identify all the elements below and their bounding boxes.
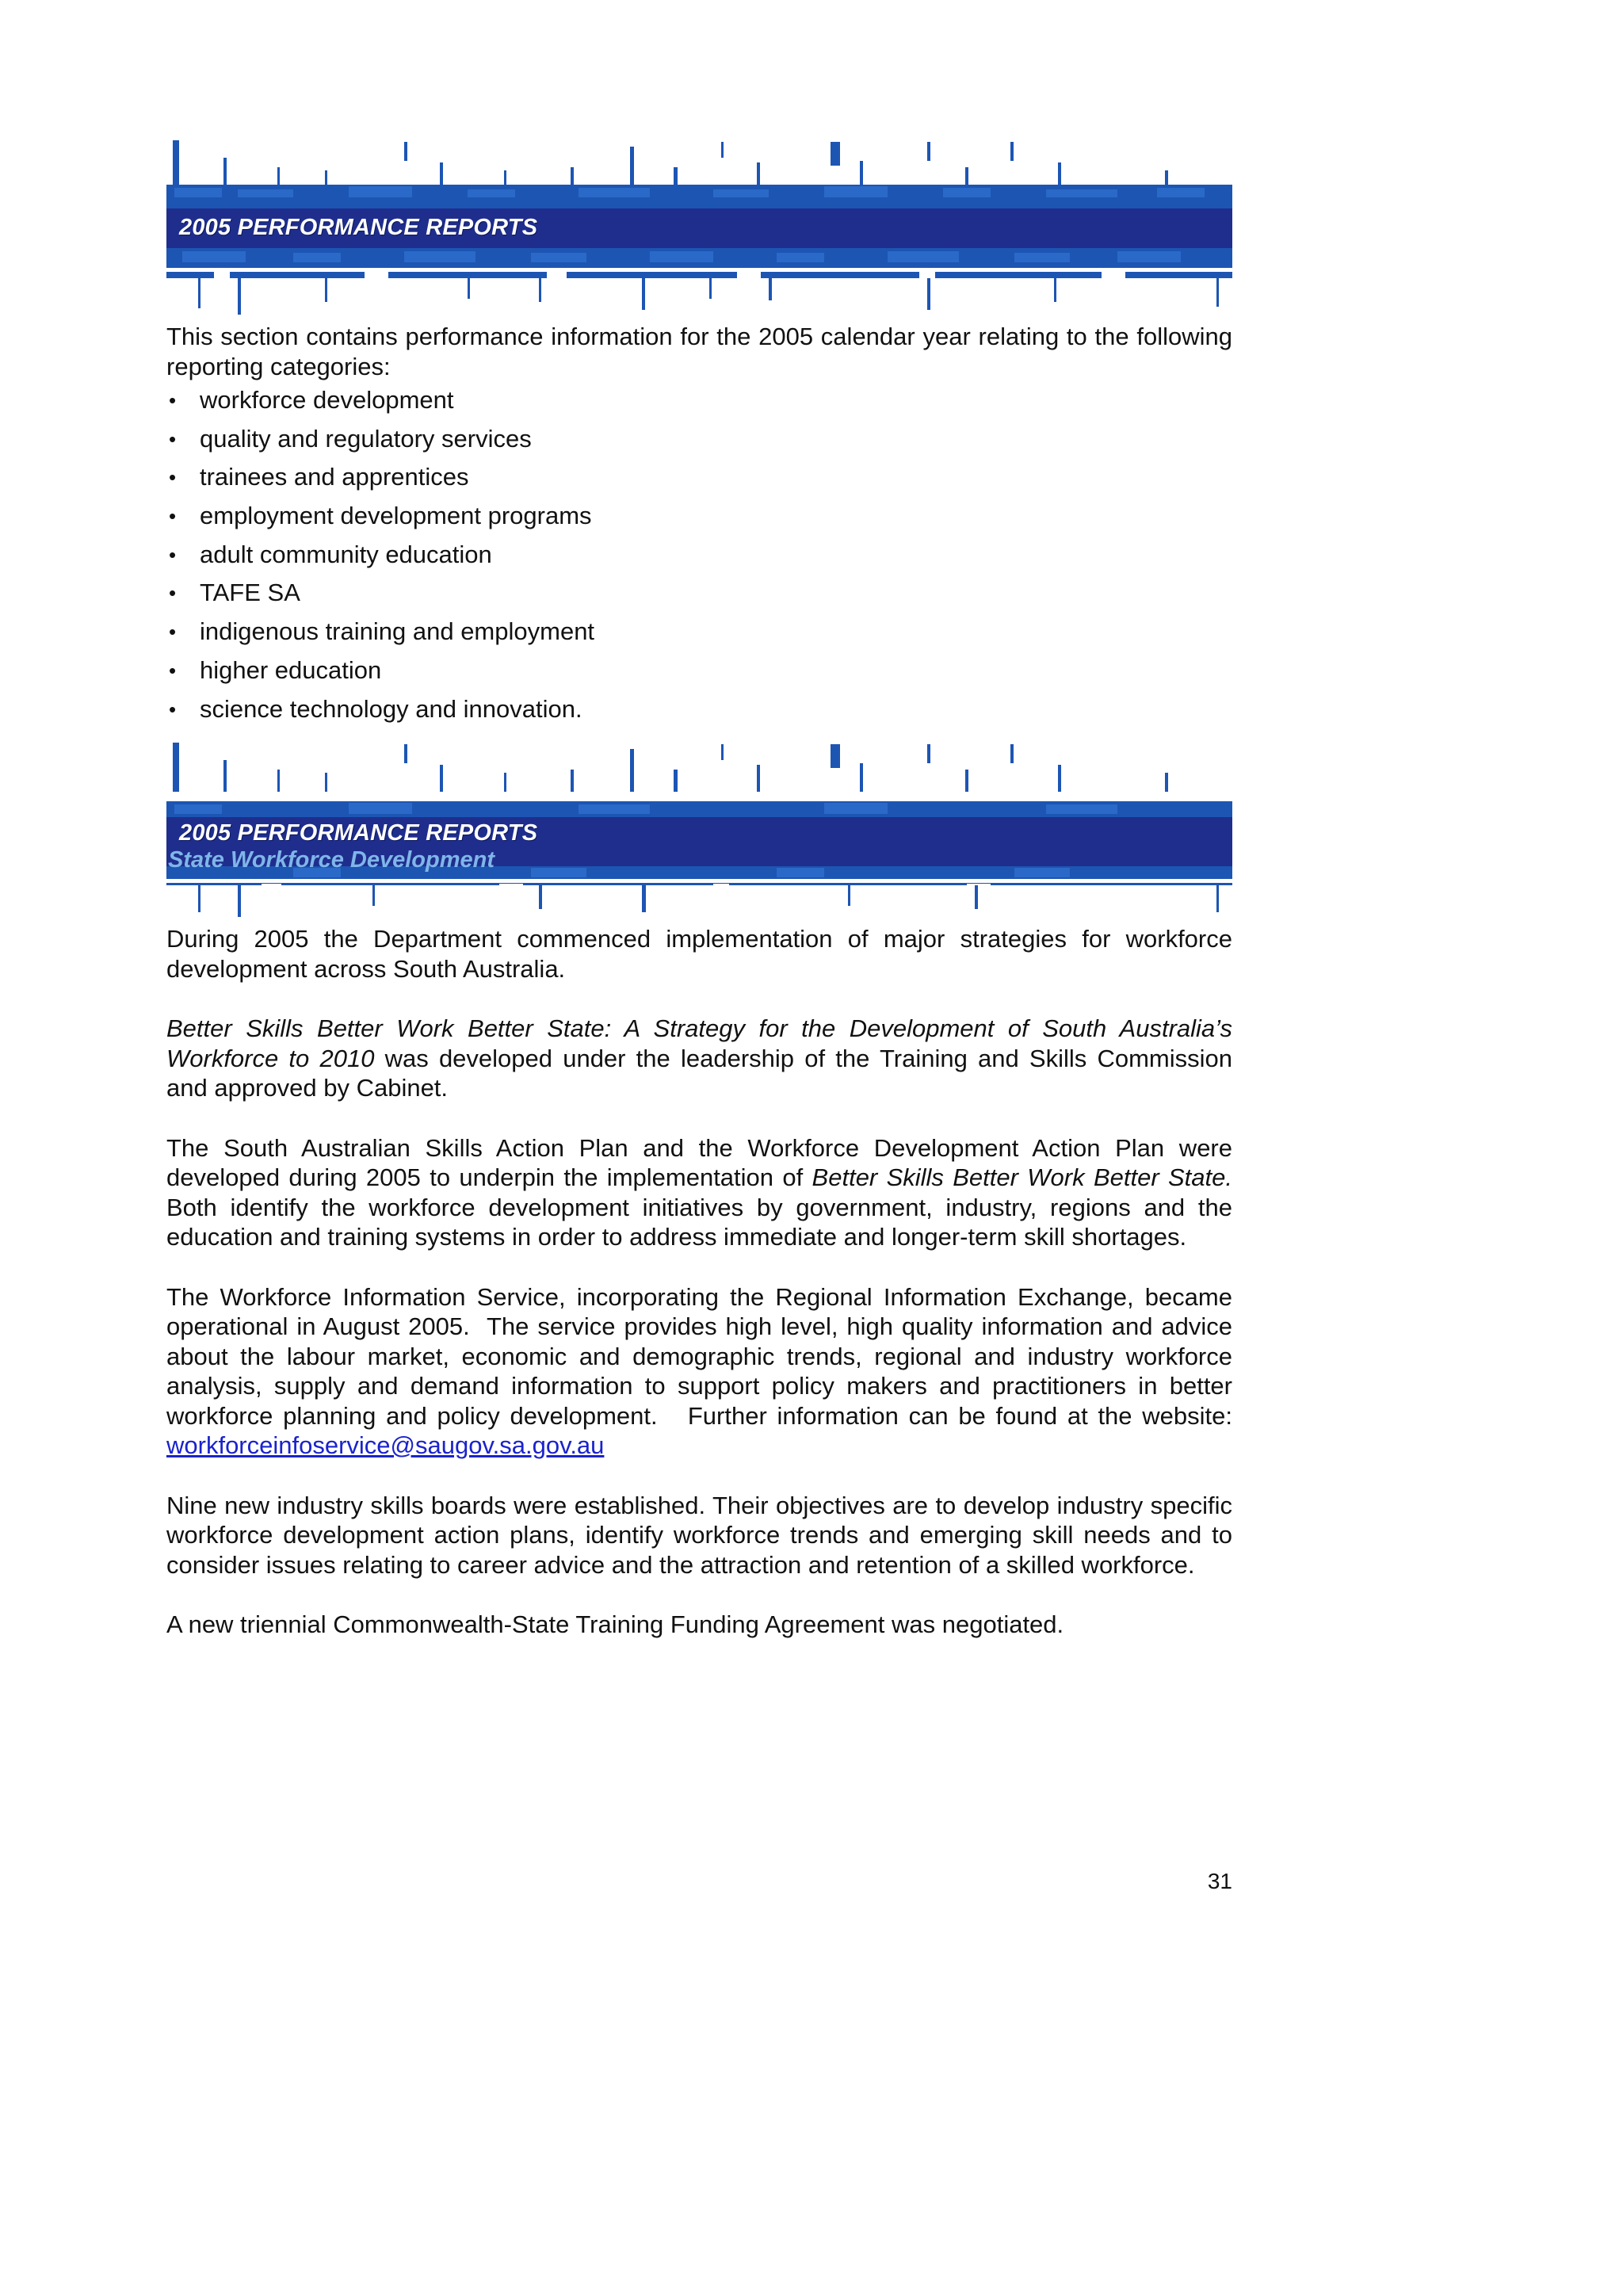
- paragraph-5: Nine new industry skills boards were established. Their objectives are to develop industry specific workforce development action plans, identify workforce trends and emerging skill needs and to consider issues relating to career advice and the attraction and retention of a skilled workforce.: [166, 1491, 1232, 1579]
- banner-subtitle: State Workforce Development: [168, 847, 495, 873]
- bullet-icon: •: [169, 658, 177, 682]
- bullet-icon: •: [169, 388, 177, 412]
- paragraph-4-text: The Workforce Information Service, incorporating the Regional Information Exchange, became operational in August 2005. The service provides high level, high quality information and advice about the labour market, economic and demographic trends, regional and industry workforce analysis, supply and demand information to support policy makers and practitioners in better workforce planning and policy development. Further information can be found at the website:: [166, 1282, 1247, 1430]
- bullet-icon: •: [169, 697, 177, 721]
- intro-section: [166, 322, 1232, 728]
- workforce-section: [166, 924, 1247, 1640]
- paragraph-4: [166, 1282, 1247, 1461]
- category-label: quality and regulatory services: [200, 424, 532, 453]
- paragraph-2-text: was developed under the leadership of the Training and Skills Commission and approved by Cabinet.: [166, 1044, 1232, 1102]
- bullet-icon: •: [169, 581, 177, 606]
- category-list-item: [166, 497, 1232, 536]
- category-label: adult community education: [200, 540, 492, 568]
- category-label: employment development programs: [200, 502, 592, 530]
- bullet-icon: •: [169, 620, 177, 644]
- category-list-item: [166, 651, 1232, 690]
- paragraph-3-text: The South Australian Skills Action Plan and the Workforce Development Action Plan were developed during 2005 to underpin the implementation of: [166, 1133, 1232, 1191]
- category-list: [166, 381, 1232, 728]
- bullet-icon: •: [169, 465, 177, 490]
- bullet-icon: •: [169, 542, 177, 567]
- category-list-item: [166, 613, 1232, 651]
- banner-title: 2005 PERFORMANCE REPORTS: [179, 215, 538, 240]
- category-label: science technology and innovation.: [200, 694, 582, 723]
- category-list-item: [166, 381, 1232, 420]
- bullet-icon: •: [169, 504, 177, 529]
- paragraph-3: [166, 1133, 1247, 1252]
- paragraph-6: A new triennial Commonwealth-State Training Funding Agreement was negotiated.: [166, 1610, 1064, 1638]
- intro-paragraph: This section contains performance information for the 2005 calendar year relating to the following reporting categories:: [166, 323, 1232, 380]
- paragraph-3-text-end: Both identify the workforce development initiatives by government, industry, regions and the education and training systems in order to address immediate and longer-term skill shortages.: [166, 1163, 1247, 1251]
- category-list-item: [166, 690, 1232, 729]
- strategy-title: Better Skills Better Work Better State: A Strategy for the Development of South Australia’s Workforce to 2010: [166, 1014, 1232, 1072]
- category-label: trainees and apprentices: [200, 463, 469, 491]
- page-number: 31: [1207, 1869, 1232, 1893]
- category-label: indigenous training and employment: [200, 617, 595, 646]
- banner-title: 2005 PERFORMANCE REPORTS: [179, 820, 538, 846]
- paragraph-2: [166, 1014, 1232, 1103]
- category-label: workforce development: [200, 386, 454, 414]
- strategy-title-ref: Better Skills Better Work Better State.: [812, 1163, 1232, 1191]
- category-list-item: [166, 536, 1232, 575]
- section-banner: [166, 139, 1232, 315]
- category-label: higher education: [200, 655, 382, 684]
- paragraph-1: During 2005 the Department commenced implementation of major strategies for workforce development across South Australia.: [166, 925, 1232, 983]
- website-link[interactable]: workforceinfoservice@saugov.sa.gov.au: [166, 1431, 605, 1459]
- category-list-item: [166, 420, 1232, 459]
- section-banner-workforce: [166, 741, 1232, 917]
- category-label: TAFE SA: [200, 579, 300, 607]
- category-list-item: [166, 458, 1232, 497]
- category-list-item: [166, 574, 1232, 613]
- bullet-icon: •: [169, 426, 177, 451]
